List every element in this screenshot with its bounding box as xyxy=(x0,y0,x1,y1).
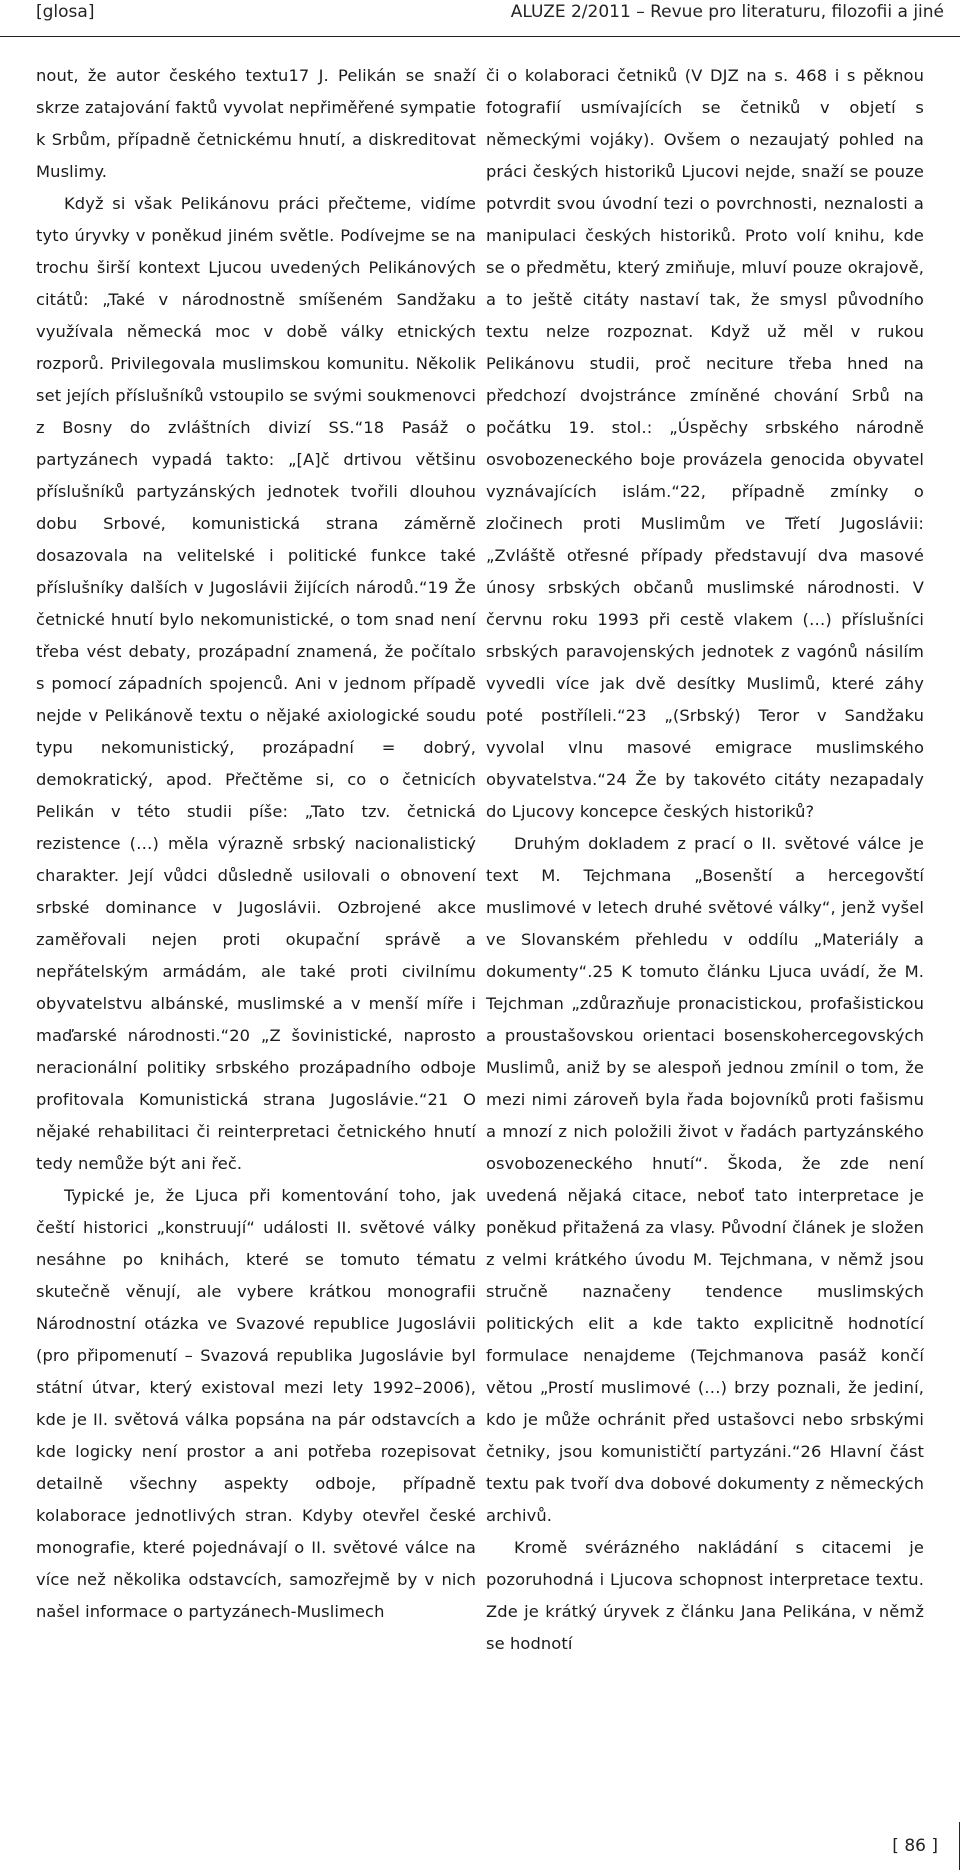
page-number-label: [ 86 ] xyxy=(892,1836,938,1856)
paragraph: Typické je, že Ljuca při komentování toho, jak čeští historici „konstruují“ události II. světové války nesáhne po knihách, které se tomuto tématu skutečně věnují, ale vybere krátkou monografii Národnostní otázka ve Svazové republice Jugoslávii (pro připomenutí – Svazová republika Jugoslávie byl státní útvar, který existoval mezi lety 1992–2006), kde je II. světová válka popsána na pár odstavcích a kde logicky není prostor a ani potřeba rozepisovat detailně všechny aspekty odboje, případně kolaborace jednotlivých stran. Kdyby otevřel české monografie, které pojednávají o II. světové válce na více než několika odstavcích, samozřejmě by v nich našel informace o partyzánech-Muslimech xyxy=(36,1180,476,1628)
page-number xyxy=(892,1836,938,1856)
left-column xyxy=(36,60,476,1628)
paragraph: Kromě svérázného nakládání s citacemi je pozoruhodná i Ljucova schopnost interpretace textu. Zde je krátký úryvek z článku Jana Pelikána, v němž se hodnotí xyxy=(486,1532,924,1660)
paragraph: Druhým dokladem z prací o II. světové válce je text M. Tejchmana „Bosenští a hercegovští muslimové v letech druhé světové války“, jenž vyšel ve Slovanském přehledu v oddílu „Materiály a dokumenty“.25 K tomuto článku Ljuca uvádí, že M. Tejchman „zdůrazňuje pronacistickou, profašistickou a proustašovskou orientaci bosenskohercegovských Muslimů, aniž by se alespoň jednou zmínil o tom, že mezi nimi zároveň byla řada bojovníků proti fašismu a mnozí z nich položili život v řadách partyzánského osvobozeneckého hnutí“. Škoda, že zde není uvedená nějaká citace, neboť tato interpretace je poněkud přitažená za vlasy. Původní článek je složen z velmi krátkého úvodu M. Tejchmana, v němž jsou stručně naznačeny tendence muslimských politických elit a kde takto explicitně hodnotící formulace nenajdeme (Tejchmanova pasáž končí větou „Prostí muslimové (…) brzy poznali, že jediní, kdo je může ochránit před ustašovci nebo srbskými četniky, jsou komunističtí partyzáni.“26 Hlavní část textu pak tvoří dva dobové dokumenty z německých archivů. xyxy=(486,828,924,1532)
section-label: [glosa] xyxy=(36,2,94,22)
paragraph: Když si však Pelikánovu práci přečteme, vidíme tyto úryvky v poněkud jiném světle. Podívejme se na trochu širší kontext Ljucou uvedených Pelikánových citátů: „Také v národnostně smíšeném Sandžaku využívala německá moc v době války etnických rozporů. Privilegovala muslimskou komunitu. Několik set jejích příslušníků vstoupilo se svými soukmenovci z Bosny do zvláštních divizí SS.“18 Pasáž o partyzánech vypadá takto: „[A]č drtivou většinu příslušníků partyzánských jednotek tvořili dlouhou dobu Srbové, komunistická strana záměrně dosazovala na velitelské i politické funkce také příslušníky dalších v Jugoslávii žijících národů.“19 Že četnické hnutí bylo nekomunistické, o tom snad není třeba vést debaty, prozápadní znamená, že počítalo s pomocí západních spojenců. Ani v jednom případě nejde v Pelikánově textu o nějaké axiologické soudu typu nekomunistický, prozápadní = dobrý, demokratický, apod. Přečtěme si, co o četnicích Pelikán v této studii píše: „Tato tzv. četnická rezistence (…) měla výrazně srbský nacionalistický charakter. Její vůdci důsledně usilovali o obnovení srbské dominance v Jugoslávii. Ozbrojené akce zaměřovali nejen proti okupační správě a nepřátelským armádám, ale také proti civilnímu obyvatelstvu albánské, muslimské a v menší míře i maďarské národnosti.“20 „Z šovinistické, naprosto neracionální politiky srbského prozápadního odboje profitovala Komunistická strana Jugoslávie.“21 O nějaké rehabilitaci či reinterpretaci četnického hnutí tedy nemůže být ani řeč. xyxy=(36,188,476,1180)
running-header xyxy=(0,0,960,37)
paragraph: nout, že autor českého textu17 J. Pelikán se snaží skrze zatajování faktů vyvolat nepřiměřené sympatie k Srbům, případně četnickému hnutí, a diskreditovat Muslimy. xyxy=(36,60,476,188)
right-column xyxy=(486,60,924,1660)
journal-title: ALUZE 2/2011 – Revue pro literaturu, filozofii a jiné xyxy=(511,2,944,22)
paragraph: či o kolaboraci četniků (V DJZ na s. 468 i s pěknou fotografií usmívajících se četniků v objetí s německými vojáky). Ovšem o nezaujatý pohled na práci českých historiků Ljucovi nejde, snaží se pouze potvrdit svou úvodní tezi o povrchnosti, neznalosti a manipulaci českých historiků. Proto volí knihu, kde se o předmětu, který zmiňuje, mluví pouze okrajově, a to ještě citáty nastaví tak, že smysl původního textu nelze rozpoznat. Když už měl v rukou Pelikánovu studii, proč neciture třeba hned na předchozí dvojstránce zmíněné chování Srbů na počátku 19. stol.: „Úspěchy srbského národně osvobozeneckého boje provázela genocida obyvatel vyznávajících islám.“22, případně zmínky o zločinech proti Muslimům ve Třetí Jugoslávii: „Zvláště otřesné případy představují dva masové únosy srbských občanů muslimské národnosti. V červnu roku 1993 při cestě vlakem (…) příslušníci srbských paravojenských jednotek z vagónů násilím vyvedli více jak dvě desítky Muslimů, které záhy poté postříleli.“23 „(Srbský) Teror v Sandžaku vyvolal vlnu masové emigrace muslimského obyvatelstva.“24 Že by takovéto citáty nezapadaly do Ljucovy koncepce českých historiků? xyxy=(486,60,924,828)
